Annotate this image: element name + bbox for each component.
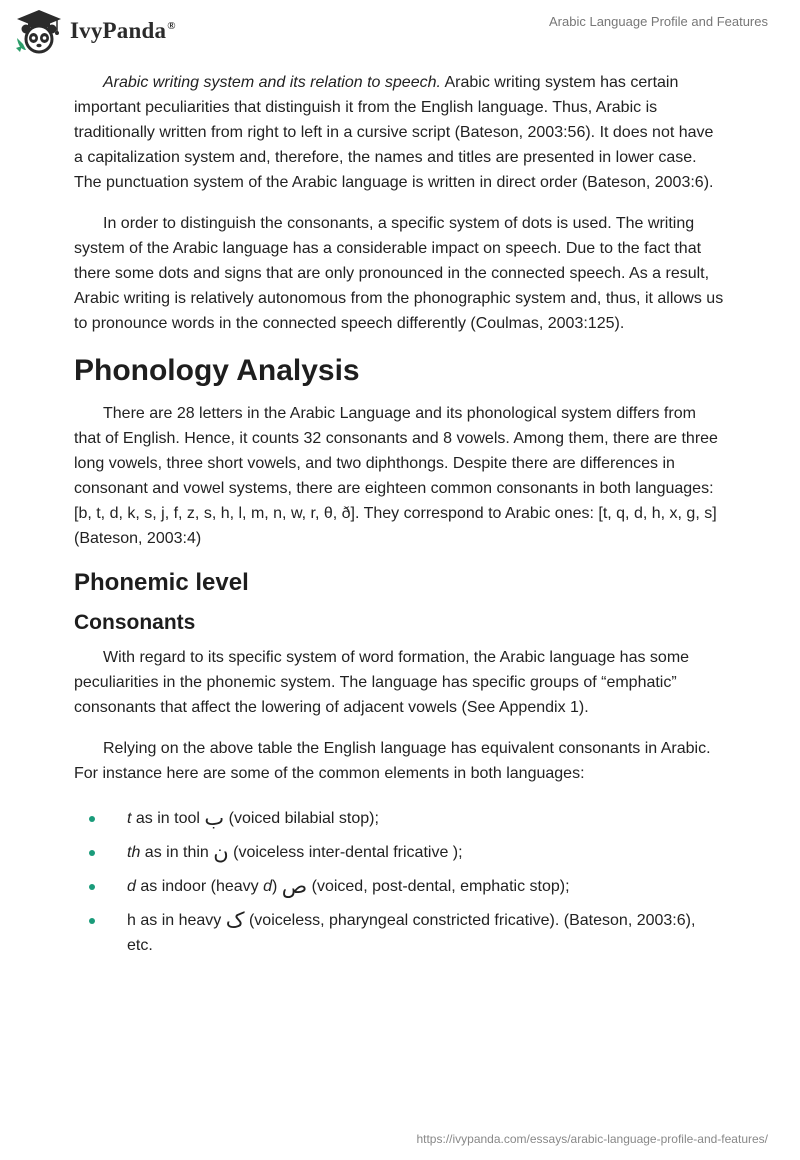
list-item: th as in thin ن (voiceless inter-dental fricative ); <box>74 840 724 865</box>
bullet-dot-icon <box>89 816 95 822</box>
essay-content <box>74 70 724 967</box>
paragraph-word-formation: With regard to its specific system of word formation, the Arabic language has some peculiarities in the phonemic system. The language has specific groups of “emphatic” consonants that affect the lowering of adjacent vowels (See Appendix 1). <box>74 649 690 716</box>
bullet-dot-icon <box>89 884 95 890</box>
logo-text: IvyPanda® <box>70 18 176 43</box>
arabic-letter: ب <box>204 806 225 830</box>
paragraph-phonology: There are 28 letters in the Arabic Language and its phonological system differs from that of English. Hence, it counts 32 consonants and 8 vowels. Among them, there are three long vowels, three short vowels, and two diphthongs. Despite there are differences in consonant and vowel systems, there are eighteen common consonants in both languages: [b, t, d, k, s, j, f, z, s, h, l, m, n, w, r, θ, ð]. They correspond to Arabic ones: [t, q, d, h, x, g, s] (Bateson, 2003:4) <box>74 405 718 547</box>
heading-phonology-analysis: Phonology Analysis <box>74 354 360 387</box>
paragraph-equivalents: Relying on the above table the English language has equivalent consonants in Arabic. For instance here are some of the common elements in both languages: <box>74 740 711 782</box>
heading-phonemic-level: Phonemic level <box>74 569 249 596</box>
page-header <box>0 0 800 62</box>
paragraph-lead-italic: Arabic writing system and its relation to speech. <box>103 74 441 91</box>
paragraph-dots-system: In order to distinguish the consonants, a specific system of dots is used. The writing system of the Arabic language has a considerable impact on speech. Due to the fact that there some dots and signs that are only pronounced in the connected speech. As a result, Arabic writing is relatively autonomous from the phonographic system and, thus, it allows us to pronounce words in the connected speech differently (Coulmas, 2003:125). <box>74 215 724 332</box>
list-item: h as in heavy ک (voiceless, pharyngeal constricted fricative). (Bateson, 2003:6), etc. <box>74 908 724 958</box>
panda-graduate-icon <box>14 8 64 54</box>
paragraph-text: Arabic writing system has certain important peculiarities that distinguish it from the English language. Thus, Arabic is traditionally written from right to left in a cursive script (Bateson, 2003:56). It does not have a capitalization system and, therefore, the names and titles are presented in lower case. The punctuation system of the Arabic language is written in direct order (Bateson, 2003:6). <box>74 74 714 191</box>
heading-consonants: Consonants <box>74 611 196 634</box>
source-url: https://ivypanda.com/essays/arabic-language-profile-and-features/ <box>416 1132 768 1146</box>
arabic-letter: ن <box>213 840 229 864</box>
document-title: Arabic Language Profile and Features <box>549 14 768 29</box>
list-item: d as indoor (heavy d) ص (voiced, post-dental, emphatic stop); <box>74 874 724 899</box>
ivypanda-logo[interactable] <box>14 8 176 54</box>
paragraph-writing-system <box>74 70 724 195</box>
consonant-examples-list <box>74 806 724 958</box>
arabic-letter: ک <box>225 908 245 932</box>
bullet-dot-icon <box>89 850 95 856</box>
bullet-dot-icon <box>89 918 95 924</box>
arabic-letter: ص <box>281 874 308 898</box>
list-item: t as in tool ب (voiced bilabial stop); <box>74 806 724 831</box>
